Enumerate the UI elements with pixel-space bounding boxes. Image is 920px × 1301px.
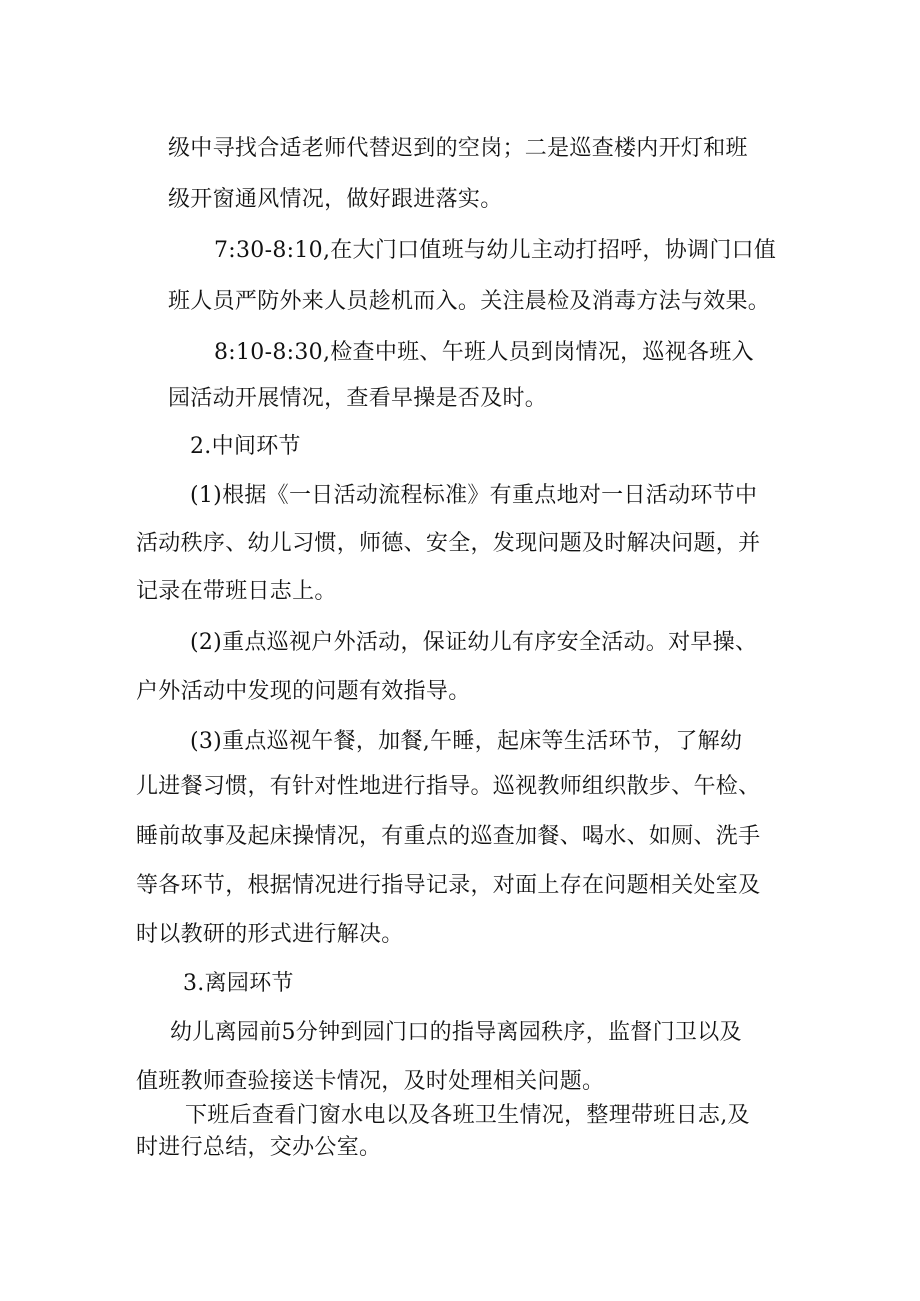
section-heading: 2.中间环节 [190,434,301,459]
paragraph-line: 级中寻找合适老师代替迟到的空岗；二是巡查楼内开灯和班 [168,136,748,161]
paragraph-line: 8:10-8:30,检查中班、午班人员到岗情况，巡视各班入 [214,340,754,365]
paragraph-line: 班人员严防外来人员趁机而入。关注晨检及消毒方法与效果。 [168,289,771,314]
paragraph-line: 户外活动中发现的问题有效指导。 [136,679,471,704]
paragraph-line: 级开窗通风情况，做好跟进落实。 [168,187,503,212]
paragraph-line: 值班教师查验接送卡情况，及时处理相关问题。 [136,1069,605,1094]
paragraph-line: 7:30-8:10,在大门口值班与幼儿主动打招呼，协调门口值 [214,238,777,263]
paragraph-line: 园活动开展情况，查看早操是否及时。 [168,386,548,411]
paragraph-line: 活动秩序、幼儿习惯，师德、安全，发现问题及时解决问题，并 [136,531,761,556]
paragraph-line: (2)重点巡视户外活动，保证幼儿有序安全活动。对早操、 [190,630,758,655]
paragraph-line: (1)根据《一日活动流程标准》有重点地对一日活动环节中 [190,483,758,508]
paragraph-line: (3)重点巡视午餐，加餐,午睡，起床等生活环节，了解幼 [190,729,743,754]
paragraph-line: 等各环节，根据情况进行指导记录，对面上存在问题相关处室及 [136,873,761,898]
paragraph-line: 时以教研的形式进行解决。 [136,922,404,947]
paragraph-line: 时进行总结，交办公室。 [136,1135,382,1160]
paragraph-line: 下班后查看门窗水电以及各班卫生情况，整理带班日志,及 [185,1103,750,1128]
paragraph-line: 睡前故事及起床操情况，有重点的巡查加餐、喝水、如厕、洗手 [136,824,761,849]
paragraph-line: 幼儿离园前5分钟到园门口的指导离园秩序，监督门卫以及 [170,1020,742,1045]
section-heading: 3.离园环节 [183,971,294,996]
paragraph-line: 儿进餐习惯，有针对性地进行指导。巡视教师组织散步、午检、 [136,774,761,799]
paragraph-line: 记录在带班日志上。 [136,579,337,604]
